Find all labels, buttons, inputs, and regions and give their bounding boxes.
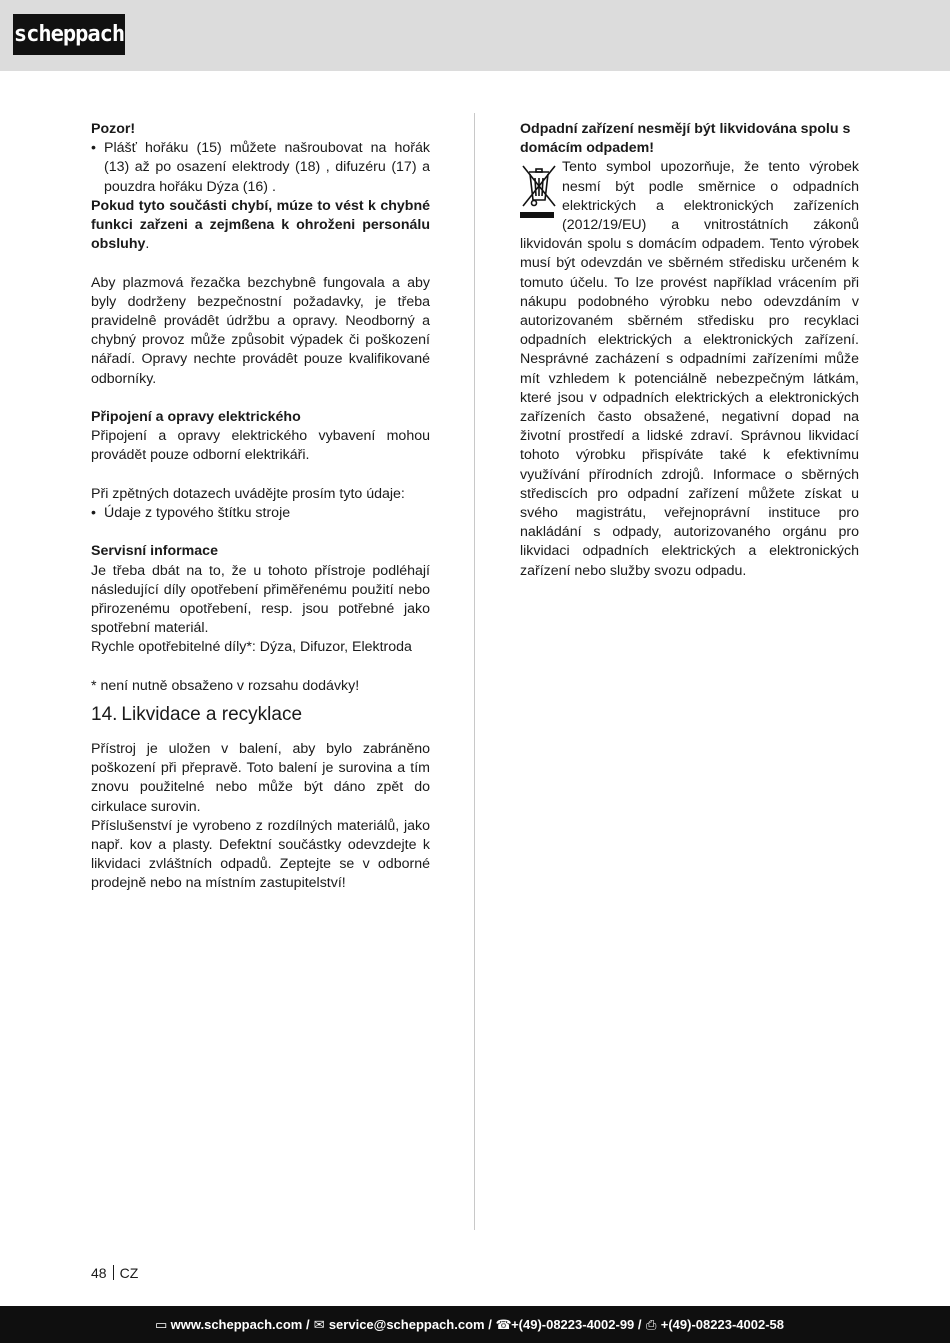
maintenance-text: Aby plazmová řezačka bezchybnê fungovala a aby byly dodrženy bezpečnostní požadavky, je třeba pravidelnê provádêt údržbu a opravy. Neodborný a chybný provoz může způsobit výpadek či poškození nářadí. Opravy nechte provádêt pouze kvalifikované odborníky. [91, 274, 430, 387]
attention-warning-end: . [145, 236, 150, 253]
attention-bullet-text: Plášť hořáku (15) můžete našroubovat na hořák (13) až po osazení elektrody (18) , difuzéru (17) a pouzdra hořáku Dýza (16) . [104, 140, 430, 195]
service-text: Je třeba dbát na to, že u tohoto přístroje podléhají následující díly opotřebení přiměřenému použití nebo přirozenému opotřebení, resp. jsou potřebné jako spotřební materiál. [91, 562, 430, 637]
attention-bullet [91, 139, 430, 197]
service-title: Servisní informace [91, 543, 218, 560]
electrical-title: Připojení a opravy elektrického [91, 409, 301, 426]
crossed-bin-icon [520, 162, 558, 220]
section-heading [91, 702, 430, 728]
column-divider [474, 113, 475, 1230]
fax-icon: ⎙ [645, 1317, 657, 1332]
footer-email[interactable]: service@scheppach.com / [328, 1317, 492, 1332]
page-number-separator [113, 1265, 114, 1280]
queries-text: Při zpětných dotazech uvádějte prosím tyto údaje: [91, 485, 405, 502]
crossed-bin-icon-graphic [520, 162, 558, 210]
attention-title: Pozor! [91, 121, 136, 137]
attention-warning [91, 197, 430, 255]
bullet-dot: • [91, 505, 96, 522]
page-language: CZ [119, 1265, 139, 1281]
brand-logo: scheppach [13, 14, 125, 55]
footer-band [0, 1306, 950, 1343]
left-column [91, 120, 430, 894]
weee-bar [520, 212, 554, 218]
phone-icon: ☎ [495, 1317, 512, 1332]
weee-text: Tento symbol upozorňuje, že tento výrobek nesmí být podle směrnice o odpadních elektrických a elektronických zařízeních (2012/19/EU) a vnitrostátních zákonů likvidován spolu s domácím odpadem. Tento výrobek musí být odevzdán ve sběrném středisku určeném k tomuto účelu. To lze provést například vrácením při nákupu podobného výrobku nebo odevzdáním v autorizovaném sběrném středisku pro recyklaci odpadních elektrických a elektronických zařízení. Nesprávné zacházení s odpadními zařízeními může mít vzhledem k potenciálně nebezpečným látkám, které jsou v odpadních elektrických a elektronických zařízeních často obsažené, negativní dopad na životní prostředí a lidské zdraví. Správnou likvidací tohoto výrobku přispíváte také k efektivnímu využívání přírodních zdrojů. Informace o sběrných střediscích pro odpadní zařízení můžete získat u svého magistrátu, veřejnoprávní instituce pro nakládání s odpady, autorizovaného orgánu pro likvidaci odpadních elektrických a elektronických zařízení nebo služby svozu odpadu. [520, 159, 859, 579]
page-number [91, 1264, 138, 1283]
weee-title: Odpadní zařízení nesmějí být likvidována spolu s domácím odpadem! [520, 121, 851, 157]
section-number: 14. [91, 704, 118, 726]
page-number-value: 48 [91, 1265, 107, 1281]
footnote: * není nutně obsaženo v rozsahu dodávky! [91, 677, 360, 694]
wear-parts: Rychle opotřebitelné díly*: Dýza, Difuzor, Elektroda [91, 639, 412, 656]
section-title: Likvidace a recyklace [121, 704, 303, 726]
queries-bullet [91, 504, 430, 523]
electrical-text: Připojení a opravy elektrického vybavení mohou provádět pouze odborní elektrikáři. [91, 428, 430, 464]
bullet-dot: • [91, 140, 96, 157]
footer-fax: +(49)-08223-4002-58 [660, 1317, 784, 1332]
header-band [0, 0, 950, 71]
disposal-text-1: Přístroj je uložen v balení, aby bylo zabráněno poškození při přepravě. Toto balení je surovina a tím znovu použitelné nebo může být dáno zpět do cirkulace surovin. [91, 741, 430, 815]
footer-contact [155, 1306, 784, 1343]
disposal-text-2: Příslušenství je vyrobeno z rozdílných materiálů, jako např. kov a plasty. Defektní součástky odevzdejte k likvidaci zvláštních odpadů. Zeptejte se v odborné prodejně nebo na místním zastupitelství! [91, 817, 430, 892]
right-column [520, 120, 859, 581]
footer-website[interactable]: www.scheppach.com / [170, 1317, 310, 1332]
computer-icon: ▭ [155, 1317, 168, 1332]
queries-bullet-text: Údaje z typového štítku stroje [104, 505, 291, 522]
email-icon: ✉ [313, 1317, 325, 1332]
attention-warning-text: Pokud tyto součásti chybí, múze to vést k chybné funkci zařzeni a zejmßena k ohroženi personálu obsluhy [91, 197, 430, 253]
footer-phone: +(49)-08223-4002-99 / [511, 1317, 642, 1332]
